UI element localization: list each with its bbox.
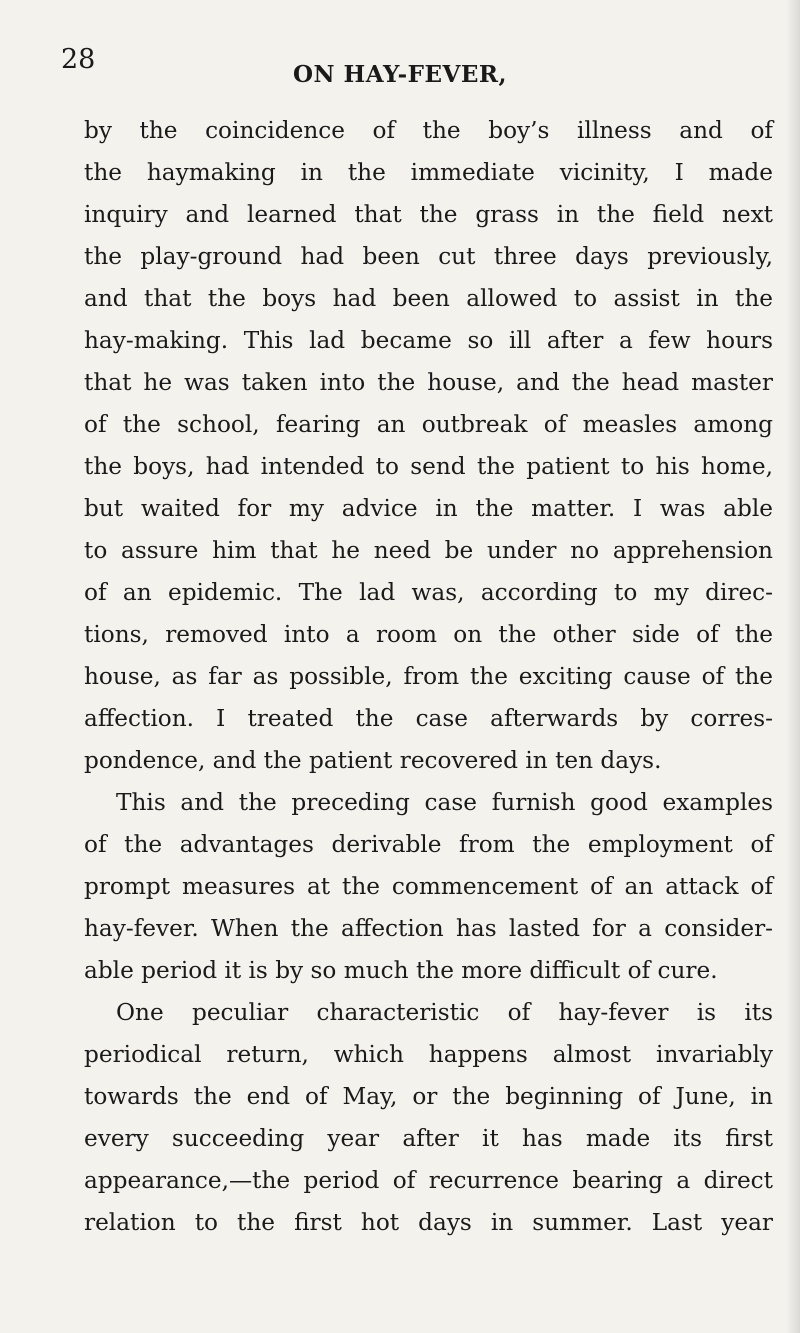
text-line: inquiry and learned that the grass in the field next xyxy=(84,201,773,228)
text-line: of the school, fearing an outbreak of measles among xyxy=(84,411,773,438)
text-line: pondence, and the patient recovered in ten days. xyxy=(84,747,662,774)
text-line: the haymaking in the immediate vicinity, I made xyxy=(84,159,773,186)
text-line: house, as far as possible, from the exciting cause of the xyxy=(84,663,773,690)
text-line: to assure him that he need be under no apprehension xyxy=(84,537,773,564)
page-edge-shadow xyxy=(786,0,800,1333)
text-line: tions, removed into a room on the other side of the xyxy=(84,621,773,648)
text-line: This and the preceding case furnish good examples xyxy=(116,789,773,816)
text-line: able period it is by so much the more difficult of cure. xyxy=(84,957,718,984)
text-line: towards the end of May, or the beginning of June, in xyxy=(84,1083,773,1110)
page-number: 28 xyxy=(61,44,96,75)
text-line: but waited for my advice in the matter. I was able xyxy=(84,495,773,522)
body-text xyxy=(84,110,773,1244)
text-line: the boys, had intended to send the patient to his home, xyxy=(84,453,773,480)
text-line: by the coincidence of the boy’s illness and of xyxy=(84,117,773,144)
text-line: One peculiar characteristic of hay-fever is its xyxy=(116,999,773,1026)
text-line: every succeeding year after it has made its first xyxy=(84,1125,773,1152)
text-line: and that the boys had been allowed to assist in the xyxy=(84,285,773,312)
text-line: hay-fever. When the affection has lasted for a consider- xyxy=(84,915,773,942)
text-line: prompt measures at the commencement of an attack of xyxy=(84,873,773,900)
text-line: affection. I treated the case afterwards by corres- xyxy=(84,705,773,732)
text-line: hay-making. This lad became so ill after a few hours xyxy=(84,327,773,354)
text-line: periodical return, which happens almost invariably xyxy=(84,1041,773,1068)
text-line: of an epidemic. The lad was, according to my direc- xyxy=(84,579,773,606)
text-line: that he was taken into the house, and the head master xyxy=(84,369,773,396)
text-line: of the advantages derivable from the employment of xyxy=(84,831,773,858)
text-line: the play-ground had been cut three days previously, xyxy=(84,243,773,270)
text-line: appearance,—the period of recurrence bearing a direct xyxy=(84,1167,773,1194)
running-head: ON HAY-FEVER, xyxy=(292,61,507,88)
text-line: relation to the first hot days in summer. Last year xyxy=(84,1209,773,1236)
